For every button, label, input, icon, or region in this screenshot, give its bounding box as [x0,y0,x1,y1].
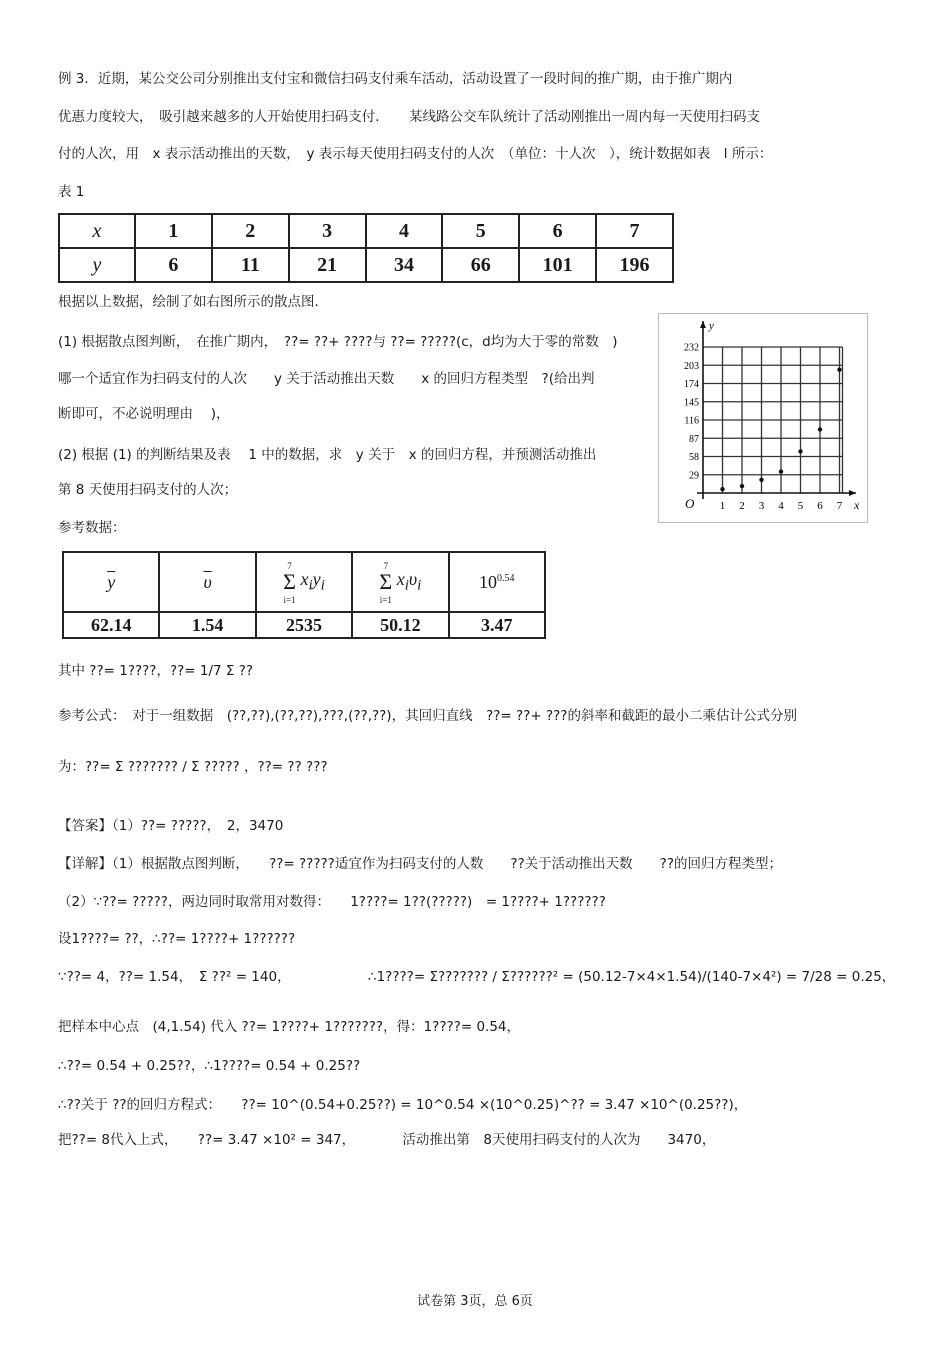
x-tick-label: 6 [817,500,823,512]
question-1-line-2: 哪一个适宜作为扫码支付的人次 y 关于活动推出天数 x 的回归方程类型 ?(给出判 [58,371,595,387]
y-tick-label: 116 [684,415,699,427]
x-tick-label: 5 [797,500,804,512]
solution-step-6: ∴??= 0.54 + 0.25??，∴1????= 0.54 + 0.25?? [58,1058,361,1074]
ref-value: 50.12 [352,612,448,638]
data-point [837,367,841,371]
problem-line-2: 优惠力度较大， 吸引越来越多的人开始使用扫码支付． 某线路公交车队统计了活动刚推出一周内每一天使用扫码支 [58,109,760,125]
ref-value: 3.47 [449,612,545,638]
table-cell: 7 [596,214,673,248]
table-cell: 34 [366,248,443,282]
reference-data-label: 参考数据： [58,520,126,536]
reference-data-table [62,551,546,639]
where-definition: 其中 ??= 1????，??= 1/7 Σ ?? [58,663,254,679]
data-point [798,449,802,453]
y-axis-arrow [700,321,706,328]
y-tick-label: 87 [689,433,699,445]
table-cell: 21 [289,248,366,282]
y-axis-label: y [709,320,714,332]
x-tick-label: 1 [719,500,726,512]
table-cell: 6 [135,248,212,282]
origin-label: O [685,496,695,511]
x-axis-label: x [854,498,860,512]
x-tick-label: 4 [778,500,784,512]
solution-step-4-left: ∵??= 4，??= 1.54， Σ ??² = 140， [58,969,291,985]
table-cell: 66 [442,248,519,282]
table-cell: 4 [366,214,443,248]
ref-value: 62.14 [63,612,159,638]
table-cell: 11 [212,248,289,282]
y-tick-label: 174 [684,379,699,390]
data-point [740,484,744,488]
formula-line: 为：??= Σ ??????? / Σ ????? ，??= ?? ??? [58,759,328,775]
table-cell: 196 [596,248,673,282]
ref-value: 2535 [256,612,352,638]
table-row-y [59,248,673,282]
problem-line-1: 例 3．近期，某公交公司分别推出支付宝和微信扫码支付乘车活动，活动设置了一段时间的推广期，由于推广期内 [58,71,733,87]
ref-header-sum-xv: 7 Σ i=1 $x_i\upsilon_i$ [352,552,448,612]
ref-value: 1.54 [159,612,255,638]
solution-step-5: 把样本中心点 (4,1.54) 代入 ??= 1????+ 1???????，得：1????= 0.54， [58,1019,520,1035]
page-footer: 试卷第 3页，总 6页 [417,1294,533,1309]
table-cell: 101 [519,248,596,282]
table-cell: 5 [442,214,519,248]
table-cell: 1 [135,214,212,248]
data-table-1 [58,213,674,283]
scatter-intro-text: 根据以上数据，绘制了如右图所示的散点图． [58,294,328,310]
ref-header-v-mean: $\overline{\upsilon}$ [159,552,255,612]
table-cell: 2 [212,214,289,248]
y-tick-label: 58 [689,452,699,463]
y-tick-label: 232 [684,342,699,354]
data-point [759,478,763,482]
table-cell: 3 [289,214,366,248]
solution-step-3: 设1????= ??，∴??= 1????+ 1?????? [58,931,296,947]
data-point [720,487,724,491]
detail-line: 【详解】（1）根据散点图判断， ??= ?????适宜作为扫码支付的人数 ??关于活动推出天数 ??的回归方程类型； [58,856,783,872]
y-tick-label: 203 [684,360,699,372]
table-cell: 6 [519,214,596,248]
table-row [63,552,545,612]
question-1-line-1: (1) 根据散点图判断， 在推广期内， ??= ??+ ????与 ??= ?????(c，d均为大于零的常数 ) [58,334,618,350]
table-header-y: y [59,248,135,282]
ref-header-y-mean: $\overline{y}$ [63,552,159,612]
table-header-x: x [59,214,135,248]
x-tick-label: 7 [836,500,843,512]
solution-step-7: ∴??关于 ??的回归方程式： ??= 10^(0.54+0.25??) = 10^0.54 ×(10^0.25)^?? = 3.47 ×10^(0.25??)， [58,1097,748,1113]
x-tick-label: 3 [758,500,765,512]
x-tick-label: 2 [739,500,745,512]
formula-intro: 参考公式： 对于一组数据 (??,??),(??,??),???,(??,??)，其回归直线 ??= ??+ ???的斜率和截距的最小二乘估计公式分别 [58,708,797,724]
y-tick-label: 29 [689,470,699,482]
scatter-plot [658,313,868,523]
data-point [779,469,783,473]
data-point [818,427,822,431]
solution-step-8: 把??= 8代入上式， ??= 3.47 ×10² = 347， 活动推出第 8天使用扫码支付的人次为 3470， [58,1132,716,1148]
solution-step-2: （2）∵??= ?????，两边同时取常用对数得： 1????= 1??(?????) = 1????+ 1?????? [58,894,606,910]
y-tick-label: 145 [684,397,699,409]
table-row-x [59,214,673,248]
table-row [63,612,545,638]
solution-step-4-right: ∴1????= Σ??????? / Σ??????² = (50.12-7×4×1.54)/(140-7×4²) = 7/28 = 0.25， [368,969,896,985]
x-axis-arrow [849,490,856,496]
question-1-line-3: 断即可，不必说明理由 )， [58,406,230,422]
answer-line: 【答案】（1）??= ?????， 2，3470 [58,818,284,834]
question-2-line-1: (2) 根据 (1) 的判断结果及表 1 中的数据，求 y 关于 x 的回归方程，并预测活动推出 [58,447,597,463]
ref-header-power: $10^{0.54}$ [449,552,545,612]
ref-header-sum-xy: 7 Σ i=1 $x_iy_i$ [256,552,352,612]
table-caption: 表 1 [58,184,85,200]
problem-line-3: 付的人次，用 x 表示活动推出的天数， y 表示每天使用扫码支付的人次 （单位：十人次 ），统计数据如表 l 所示： [58,146,773,162]
question-2-line-2: 第 8 天使用扫码支付的人次； [58,482,238,498]
